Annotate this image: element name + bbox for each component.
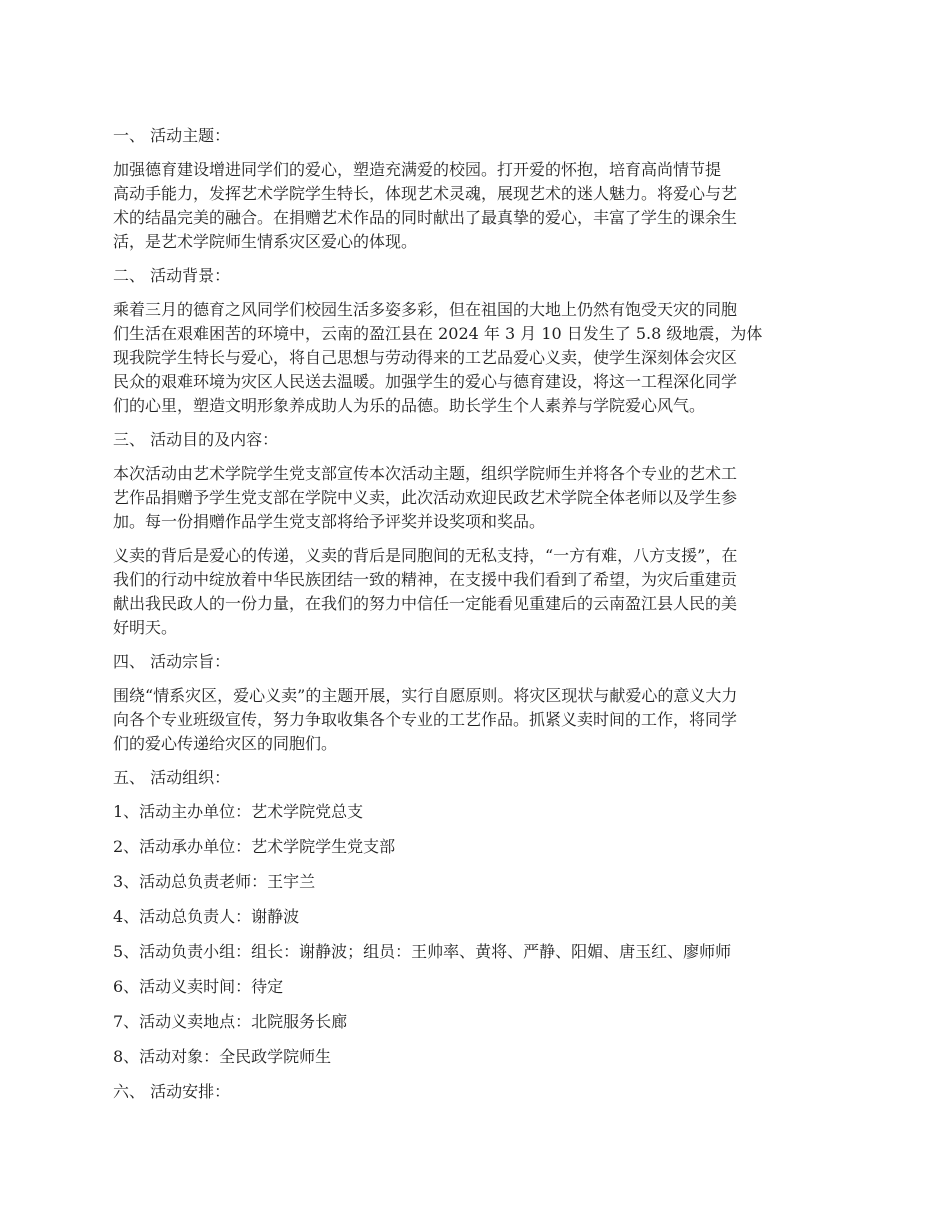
paragraph-line: 我们的行动中绽放着中华民族团结一致的精神，在支援中我们看到了希望，为灾后重建贡 xyxy=(113,570,738,589)
paragraph-theme xyxy=(113,158,841,254)
paragraph-line: 们的爱心传递给灾区的同胞们。 xyxy=(113,734,338,753)
paragraph-line: 民众的艰难环境为灾区人民送去温暖。加强学生的爱心与德育建设，将这一工程深化同学 xyxy=(113,372,738,391)
section-heading-theme: 一、 活动主题： xyxy=(113,126,231,145)
document-page xyxy=(113,124,841,1114)
paragraph-line: 现我院学生特长与爱心，将自己思想与劳动得来的工艺品爱心义卖，使学生深刻体会灾区 xyxy=(113,348,738,367)
list-item: 2、活动承办单位：艺术学院学生党支部 xyxy=(113,837,396,856)
paragraph-background xyxy=(113,298,841,418)
paragraph-line: 艺作品捐赠予学生党支部在学院中义卖，此次活动欢迎民政艺术学院全体老师以及学生参 xyxy=(113,488,738,507)
paragraph-aim xyxy=(113,684,841,756)
section-heading-organization: 五、 活动组织： xyxy=(113,768,231,787)
list-item: 3、活动总负责老师：王宇兰 xyxy=(113,872,316,891)
section-heading-background: 二、 活动背景： xyxy=(113,266,231,285)
paragraph-line: 围绕“情系灾区，爱心义卖”的主题开展，实行自愿原则。将灾区现状与献爱心的意义大力 xyxy=(113,686,738,705)
paragraph-line: 术的结晶完美的融合。在捐赠艺术作品的同时献出了最真挚的爱心，丰富了学生的课余生 xyxy=(113,208,738,227)
list-item: 4、活动总负责人：谢静波 xyxy=(113,907,300,926)
section-heading-purpose: 三、 活动目的及内容： xyxy=(113,430,279,449)
section-heading-aim: 四、 活动宗旨： xyxy=(113,652,231,671)
list-item: 5、活动负责小组：组长：谢静波；组员：王帅率、黄将、严静、阳媚、唐玉红、廖师师 xyxy=(113,942,732,961)
section-heading-arrangement: 六、 活动安排： xyxy=(113,1082,231,1101)
paragraph-line: 义卖的背后是爱心的传递，义卖的背后是同胞间的无私支持，“一方有难，八方支援”，在 xyxy=(113,546,738,565)
list-item: 8、活动对象：全民政学院师生 xyxy=(113,1047,332,1066)
paragraph-line: 加强德育建设增进同学们的爱心，塑造充满爱的校园。打开爱的怀抱，培育高尚情节提 xyxy=(113,160,722,179)
list-item: 1、活动主办单位：艺术学院党总支 xyxy=(113,802,364,821)
paragraph-line: 向各个专业班级宣传，努力争取收集各个专业的工艺作品。抓紧义卖时间的工作，将同学 xyxy=(113,710,738,729)
paragraph-line: 高动手能力，发挥艺术学院学生特长，体现艺术灵魂，展现艺术的迷人魅力。将爱心与艺 xyxy=(113,184,738,203)
paragraph-line: 活，是艺术学院师生情系灾区爱心的体现。 xyxy=(113,232,418,251)
list-item: 6、活动义卖时间：待定 xyxy=(113,977,284,996)
paragraph-line: 们生活在艰难困苦的环境中，云南的盈江县在 2024 年 3 月 10 日发生了 5.8 级地震，为体 xyxy=(113,324,763,343)
paragraph-purpose xyxy=(113,462,841,534)
paragraph-line: 加。每一份捐赠作品学生党支部将给予评奖并设奖项和奖品。 xyxy=(113,512,546,531)
paragraph-line: 献出我民政人的一份力量，在我们的努力中信任一定能看见重建后的云南盈江县人民的美 xyxy=(113,594,738,613)
paragraph-charity-meaning xyxy=(113,544,841,640)
paragraph-line: 本次活动由艺术学院学生党支部宣传本次活动主题，组织学院师生并将各个专业的艺术工 xyxy=(113,464,738,483)
list-item: 7、活动义卖地点：北院服务长廊 xyxy=(113,1012,348,1031)
paragraph-line: 好明天。 xyxy=(113,618,178,637)
paragraph-line: 乘着三月的德育之风同学们校园生活多姿多彩，但在祖国的大地上仍然有饱受天灾的同胞 xyxy=(113,300,738,319)
paragraph-line: 们的心里，塑造文明形象养成助人为乐的品德。助长学生个人素养与学院爱心风气。 xyxy=(113,396,706,415)
